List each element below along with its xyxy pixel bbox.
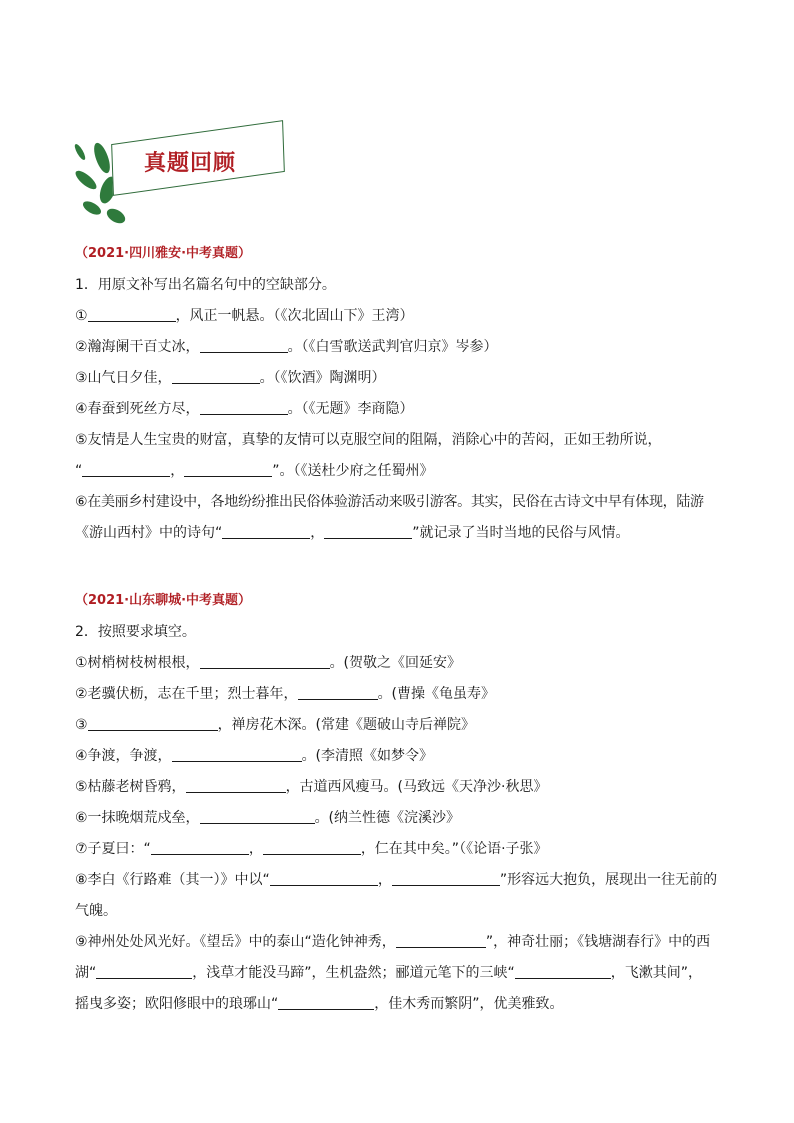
- answer-blank[interactable]: [172, 367, 260, 384]
- answer-blank[interactable]: [96, 962, 192, 979]
- q1-stem: 1．用原文补写出名篇名句中的空缺部分。: [75, 277, 336, 293]
- q2-item-1: ①树梢树枝树根根， 。(贺敬之《回延安》: [75, 648, 735, 679]
- q2-item-4: ④争渡，争渡， 。(李清照《如梦令》: [75, 741, 735, 772]
- answer-blank[interactable]: [324, 522, 412, 539]
- q2-item-3: ③ ，禅房花木深。(常建《题破山寺后禅院》: [75, 710, 735, 741]
- answer-blank[interactable]: [200, 398, 288, 415]
- q2-item-9-cont-1: 湖“ ，浅草才能没马蹄”，生机盎然；郦道元笔下的三峡“ ，飞漱其间”，: [75, 958, 735, 989]
- q2-item-9-cont-2: 摇曳多姿；欧阳修眼中的琅琊山“ ，佳木秀而繁阴”，优美雅致。: [75, 989, 735, 1020]
- answer-blank[interactable]: [515, 962, 611, 979]
- answer-blank[interactable]: [184, 460, 272, 477]
- document-body: [75, 242, 735, 1020]
- q2-item-9: ⑨神州处处风光好。《望岳》中的泰山“造化钟神秀， ”，神奇壮丽；《钱塘湖春行》中的西: [75, 927, 735, 958]
- answer-blank[interactable]: [186, 776, 286, 793]
- answer-blank[interactable]: [396, 931, 486, 948]
- q2-item-7: ⑦子夏曰：“ ， ，仁在其中矣。”（《论语·子张》: [75, 834, 735, 865]
- answer-blank[interactable]: [82, 460, 170, 477]
- q2-item-6: ⑥一抹晚烟荒戍垒， 。(纳兰性德《浣溪沙》: [75, 803, 735, 834]
- answer-blank[interactable]: [172, 745, 302, 762]
- answer-blank[interactable]: [270, 869, 378, 886]
- q1-item-5: ⑤友情是人生宝贵的财富，真挚的友情可以克服空间的阻隔，消除心中的苦闷，正如王勃所说，: [75, 432, 662, 448]
- answer-blank[interactable]: [88, 714, 218, 731]
- q1-item-1: ① ，风正一帆悬。（《次北固山下》王湾）: [75, 301, 735, 332]
- answer-blank[interactable]: [151, 838, 249, 855]
- answer-blank[interactable]: [200, 336, 288, 353]
- q1-source: （2021·四川雅安·中考真题）: [75, 246, 252, 261]
- answer-blank[interactable]: [392, 869, 500, 886]
- q1-item-6-cont: 《游山西村》中的诗句“ ， ”就记录了当时当地的民俗与风情。: [75, 518, 735, 549]
- answer-blank[interactable]: [263, 838, 361, 855]
- section-title: 真题回顾: [144, 150, 237, 176]
- section-banner: [72, 108, 292, 228]
- q2-item-2: ②老骥伏枥，志在千里；烈士暮年， 。(曹操《龟虽寿》: [75, 679, 735, 710]
- answer-blank[interactable]: [278, 993, 374, 1010]
- q1-item-5-cont: “ ， ”。（《送杜少府之任蜀州》: [75, 456, 735, 487]
- q1-item-3: ③山气日夕佳， 。（《饮酒》陶渊明）: [75, 363, 735, 394]
- q2-item-8-cont: 气魄。: [75, 903, 117, 919]
- q2-source: （2021·山东聊城·中考真题）: [75, 593, 252, 608]
- q2-item-5: ⑤枯藤老树昏鸦， ，古道西风瘦马。(马致远《天净沙·秋思》: [75, 772, 735, 803]
- q2-item-8: ⑧李白《行路难（其一）》中以“ ， ”形容远大抱负，展现出一往无前的: [75, 865, 735, 896]
- q1-item-4: ④春蚕到死丝方尽， 。（《无题》李商隐）: [75, 394, 735, 425]
- answer-blank[interactable]: [298, 683, 378, 700]
- q1-item-2: ②瀚海阑干百丈冰， 。（《白雪歌送武判官归京》岑参）: [75, 332, 735, 363]
- answer-blank[interactable]: [88, 305, 176, 322]
- q1-item-6: ⑥在美丽乡村建设中，各地纷纷推出民俗体验游活动来吸引游客。其实，民俗在古诗文中早有体现，陆游: [75, 494, 704, 510]
- answer-blank[interactable]: [200, 652, 330, 669]
- q2-stem: 2．按照要求填空。: [75, 624, 196, 640]
- answer-blank[interactable]: [222, 522, 310, 539]
- answer-blank[interactable]: [200, 807, 315, 824]
